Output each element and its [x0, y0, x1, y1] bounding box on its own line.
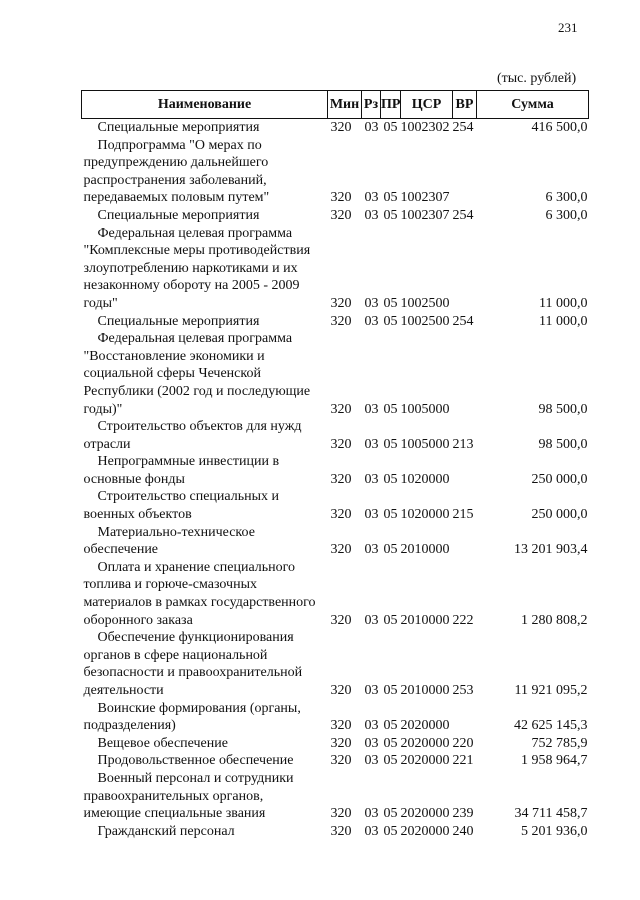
table-header — [82, 91, 589, 119]
row-name-text: Непрограммные инвестиции в основные фонды — [83, 454, 280, 487]
row-name — [82, 137, 328, 207]
row-vr — [453, 225, 477, 313]
row-name-text: Гражданский персонал — [97, 823, 235, 839]
row-pr: 05 — [383, 806, 398, 822]
row-rz: 03 — [364, 313, 379, 329]
row-sum: 42 625 145,3 — [514, 718, 588, 734]
row-pr: 05 — [383, 436, 398, 452]
header-min: Мин — [328, 91, 362, 119]
row-vr: 254 — [452, 313, 474, 329]
row-sum: 5 201 936,0 — [521, 823, 588, 839]
row-rz: 03 — [364, 295, 379, 311]
row-pr: 05 — [383, 542, 398, 558]
row-name-text: Специальные мероприятия — [97, 207, 260, 223]
row-min: 320 — [330, 823, 352, 839]
table-row — [82, 823, 589, 841]
table-row — [82, 225, 589, 313]
row-pr: 05 — [383, 718, 398, 734]
row-sum: 250 000,0 — [531, 471, 588, 487]
row-rz: 03 — [364, 471, 379, 487]
row-csr: 2020000 — [400, 806, 450, 822]
row-name-text: Специальные мероприятия — [97, 313, 260, 329]
table-row — [82, 752, 589, 770]
row-name — [82, 559, 328, 629]
row-sum: 752 785,9 — [531, 735, 588, 751]
row-vr: 222 — [452, 612, 474, 628]
units-label: (тыс. рублей) — [497, 71, 577, 86]
row-rz: 03 — [364, 683, 379, 698]
row-min: 320 — [330, 190, 352, 206]
row-name-text: Федеральная целевая программа "Комплексные меры противодействия злоупотреблению наркотиками и их незаконному обороту на 2005 - 2009 годы" — [83, 225, 311, 311]
row-sum: 98 500,0 — [538, 401, 588, 417]
row-rz: 03 — [364, 120, 379, 135]
row-pr: 05 — [383, 612, 398, 628]
row-vr: 253 — [452, 683, 474, 698]
row-name-text: Вещевое обеспечение — [97, 735, 228, 751]
row-name-text: Продовольственное обеспечение — [97, 753, 294, 769]
row-rz: 03 — [364, 806, 379, 822]
row-pr: 05 — [383, 507, 398, 523]
row-sum: 6 300,0 — [545, 207, 588, 223]
row-name — [82, 488, 328, 523]
row-name-text: Специальные мероприятия — [97, 120, 260, 135]
row-name-text: Оплата и хранение специального топлива и горюче-смазочных материалов в рамках государственного оборонного заказа — [83, 559, 316, 628]
table-body — [82, 119, 589, 841]
table-row — [82, 629, 589, 699]
row-vr — [453, 330, 477, 418]
row-sum: 11 921 095,2 — [514, 683, 588, 698]
header-name: Наименование — [82, 91, 328, 119]
row-name — [82, 453, 328, 488]
row-csr: 2020000 — [400, 735, 450, 751]
row-pr: 05 — [383, 295, 398, 311]
row-sum: 416 500,0 — [531, 120, 588, 135]
table-row — [82, 119, 589, 137]
row-csr: 1005000 — [400, 401, 450, 417]
row-min: 320 — [330, 612, 352, 628]
row-pr: 05 — [383, 313, 398, 329]
row-sum: 13 201 903,4 — [514, 542, 588, 558]
row-pr: 05 — [383, 753, 398, 769]
row-vr — [453, 700, 477, 735]
header-pr: ПР — [381, 91, 401, 119]
row-min: 320 — [330, 735, 352, 751]
row-min: 320 — [330, 753, 352, 769]
row-name — [82, 207, 328, 225]
row-pr: 05 — [383, 471, 398, 487]
row-csr: 1020000 — [400, 471, 450, 487]
row-vr — [453, 453, 477, 488]
row-csr: 2010000 — [400, 542, 450, 558]
row-name — [82, 700, 328, 735]
table-row — [82, 559, 589, 629]
row-csr: 2020000 — [400, 718, 450, 734]
row-sum: 250 000,0 — [531, 507, 588, 523]
row-vr: 254 — [452, 120, 474, 135]
table-row — [82, 488, 589, 523]
row-vr: 220 — [452, 735, 474, 751]
row-rz: 03 — [364, 401, 379, 417]
row-min: 320 — [330, 120, 352, 135]
row-rz: 03 — [364, 718, 379, 734]
row-min: 320 — [330, 436, 352, 452]
row-rz: 03 — [364, 823, 379, 839]
row-rz: 03 — [364, 542, 379, 558]
row-sum: 11 000,0 — [539, 295, 588, 311]
row-name — [82, 629, 328, 699]
row-csr: 1020000 — [400, 507, 450, 523]
row-csr: 2010000 — [400, 683, 450, 698]
row-csr: 1002500 — [400, 295, 450, 311]
row-csr: 1002307 — [400, 207, 450, 223]
header-csr: ЦСР — [401, 91, 453, 119]
table-row — [82, 524, 589, 559]
row-csr: 1002307 — [400, 190, 450, 206]
table-row — [82, 770, 589, 823]
header-rz: Рз — [362, 91, 381, 119]
row-min: 320 — [330, 507, 352, 523]
table-row — [82, 453, 589, 488]
table-row — [82, 207, 589, 225]
row-rz: 03 — [364, 735, 379, 751]
row-name-text: Федеральная целевая программа "Восстановление экономики и социальной сферы Чеченской Республики (2002 год и последующие годы)" — [83, 331, 311, 417]
row-csr: 2020000 — [400, 753, 450, 769]
row-name-text: Материально-техническое обеспечение — [83, 524, 255, 558]
row-name — [82, 225, 328, 313]
row-min: 320 — [330, 542, 352, 558]
row-pr: 05 — [383, 401, 398, 417]
row-min: 320 — [330, 806, 352, 822]
row-pr: 05 — [383, 823, 398, 839]
table-row — [82, 735, 589, 753]
table-row — [82, 330, 589, 418]
row-csr: 1005000 — [400, 436, 450, 452]
row-csr: 1002500 — [400, 313, 450, 329]
row-sum: 34 711 458,7 — [514, 806, 588, 822]
row-name-text: Военный персонал и сотрудники правоохранительных органов, имеющие специальные звания — [83, 770, 294, 822]
row-rz: 03 — [364, 612, 379, 628]
row-sum: 6 300,0 — [545, 190, 588, 206]
row-csr: 2010000 — [400, 612, 450, 628]
row-pr: 05 — [383, 120, 398, 135]
row-min: 320 — [330, 313, 352, 329]
row-vr: 239 — [452, 806, 474, 822]
row-rz: 03 — [364, 753, 379, 769]
row-csr: 1002302 — [400, 120, 450, 135]
row-name-text: Строительство объектов для нужд отрасли — [83, 419, 302, 452]
row-vr — [453, 137, 477, 207]
table-row — [82, 313, 589, 331]
table-row — [82, 700, 589, 735]
row-min: 320 — [330, 683, 352, 698]
row-sum: 1 958 964,7 — [521, 753, 588, 769]
row-vr: 221 — [452, 753, 474, 769]
row-rz: 03 — [364, 436, 379, 452]
row-vr: 215 — [452, 507, 474, 523]
row-rz: 03 — [364, 190, 379, 206]
row-name — [82, 330, 328, 418]
row-vr: 213 — [452, 436, 474, 452]
row-vr: 240 — [452, 823, 474, 839]
row-min: 320 — [330, 718, 352, 734]
row-min: 320 — [330, 401, 352, 417]
row-name-text: Обеспечение функционирования органов в сфере национальной безопасности и правоохранительной деятельности — [83, 630, 303, 698]
row-name — [82, 823, 328, 841]
row-min: 320 — [330, 471, 352, 487]
row-name-text: Подпрограмма "О мерах по предупреждению дальнейшего распространения заболеваний, передаваемых половым путем" — [83, 137, 270, 206]
row-min: 320 — [330, 207, 352, 223]
row-vr: 254 — [452, 207, 474, 223]
row-name — [82, 752, 328, 770]
row-min: 320 — [330, 295, 352, 311]
row-name — [82, 119, 328, 137]
row-pr: 05 — [383, 190, 398, 206]
row-pr: 05 — [383, 683, 398, 698]
row-name — [82, 313, 328, 331]
row-name-text: Строительство специальных и военных объектов — [83, 489, 279, 523]
row-name — [82, 735, 328, 753]
row-name — [82, 418, 328, 453]
row-rz: 03 — [364, 507, 379, 523]
row-pr: 05 — [383, 735, 398, 751]
table-row — [82, 418, 589, 453]
row-name-text: Воинские формирования (органы, подразделения) — [83, 700, 301, 734]
row-csr: 2020000 — [400, 823, 450, 839]
row-sum: 98 500,0 — [538, 436, 588, 452]
header-vr: ВР — [453, 91, 477, 119]
row-vr — [453, 524, 477, 559]
row-name — [82, 524, 328, 559]
table-row — [82, 137, 589, 207]
row-sum: 1 280 808,2 — [521, 612, 588, 628]
row-rz: 03 — [364, 207, 379, 223]
row-pr: 05 — [383, 207, 398, 223]
budget-table — [81, 90, 589, 840]
page-number: 231 — [558, 20, 578, 35]
row-sum: 11 000,0 — [539, 313, 588, 329]
header-sum: Сумма — [477, 91, 589, 119]
row-name — [82, 770, 328, 823]
